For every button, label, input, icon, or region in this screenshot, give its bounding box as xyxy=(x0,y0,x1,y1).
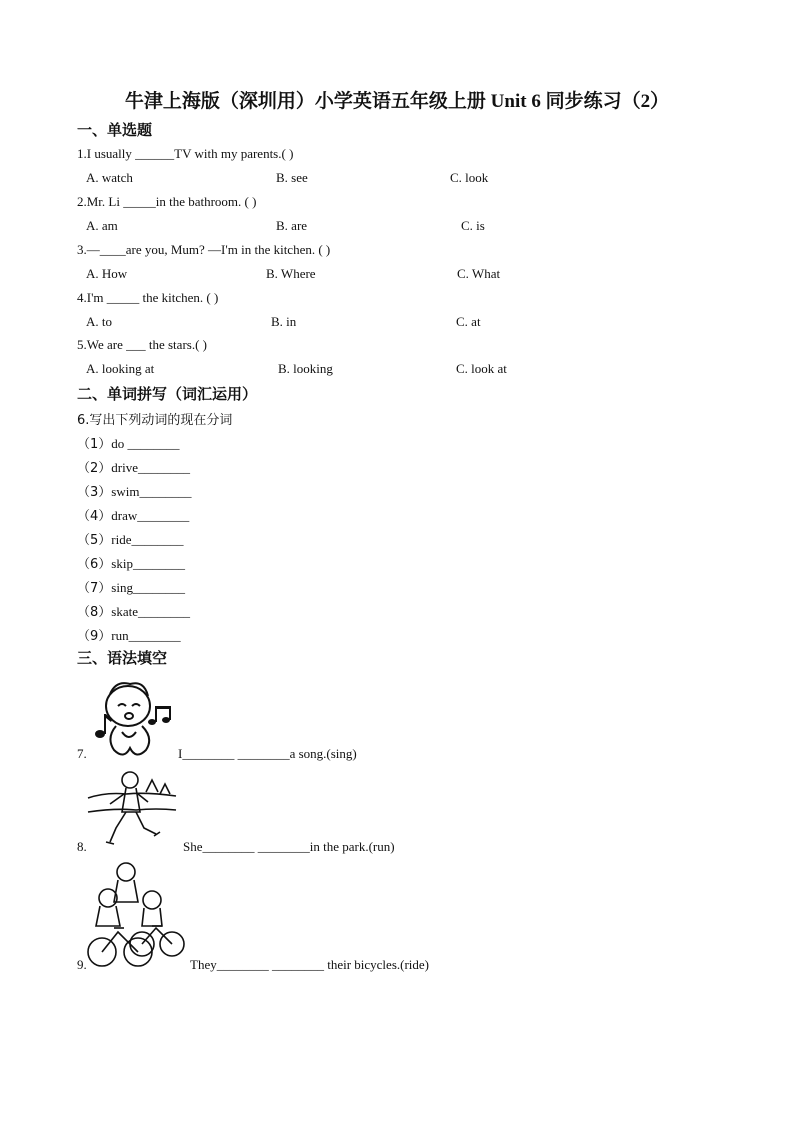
page-title: 牛津上海版（深圳用）小学英语五年级上册 Unit 6 同步练习（2） xyxy=(124,91,670,112)
section-heading-spelling: 二、单词拼写（词汇运用） xyxy=(77,385,258,403)
option-c: C. look xyxy=(450,170,489,185)
list-item: （2）drive________ xyxy=(77,460,190,476)
question-stem: 5.We are ___ the stars.( ) xyxy=(77,337,207,352)
option-a: A. How xyxy=(86,266,128,281)
riding-bicycles-picture xyxy=(86,860,186,970)
option-a: A. looking at xyxy=(86,361,155,376)
list-item: （4）draw________ xyxy=(77,508,190,524)
option-b: B. see xyxy=(276,170,308,185)
list-item: （1）do ________ xyxy=(77,436,180,452)
option-a: A. to xyxy=(86,314,112,329)
list-item: （7）sing________ xyxy=(77,580,185,596)
option-b: B. in xyxy=(271,314,297,329)
question-stem: 1.I usually ______TV with my parents.( ) xyxy=(77,146,294,161)
section-heading-single-choice: 一、单选题 xyxy=(77,121,153,139)
option-a: A. am xyxy=(86,218,118,233)
question-stem: 3.—____are you, Mum? —I'm in the kitchen. ( ) xyxy=(77,242,331,257)
question-stem: 4.I'm _____ the kitchen. ( ) xyxy=(77,290,219,305)
question-number: 7. xyxy=(77,746,87,761)
list-item: （9）run________ xyxy=(77,628,181,644)
list-item: （3）swim________ xyxy=(77,484,192,500)
question-sentence: They________ ________ their bicycles.(ride) xyxy=(190,957,429,972)
option-b: B. are xyxy=(276,218,308,233)
option-a: A. watch xyxy=(86,170,133,185)
option-c: C. at xyxy=(456,314,481,329)
question-number: 9. xyxy=(77,957,87,972)
singing-girl-picture xyxy=(86,676,176,760)
option-c: C. look at xyxy=(456,361,507,376)
option-c: C. What xyxy=(457,266,501,281)
instruction: 6.写出下列动词的现在分词 xyxy=(77,413,233,428)
list-item: （5）ride________ xyxy=(77,532,184,548)
option-b: B. looking xyxy=(278,361,333,376)
question-number: 8. xyxy=(77,839,87,854)
section-heading-grammar: 三、语法填空 xyxy=(77,649,168,667)
list-item: （6）skip________ xyxy=(77,556,185,572)
running-girl-picture xyxy=(86,768,178,852)
question-sentence: I________ ________a song.(sing) xyxy=(178,746,357,761)
option-b: B. Where xyxy=(266,266,316,281)
question-sentence: She________ ________in the park.(run) xyxy=(183,839,395,854)
list-item: （8）skate________ xyxy=(77,604,190,620)
question-stem: 2.Mr. Li _____in the bathroom. ( ) xyxy=(77,194,257,209)
option-c: C. is xyxy=(461,218,485,233)
